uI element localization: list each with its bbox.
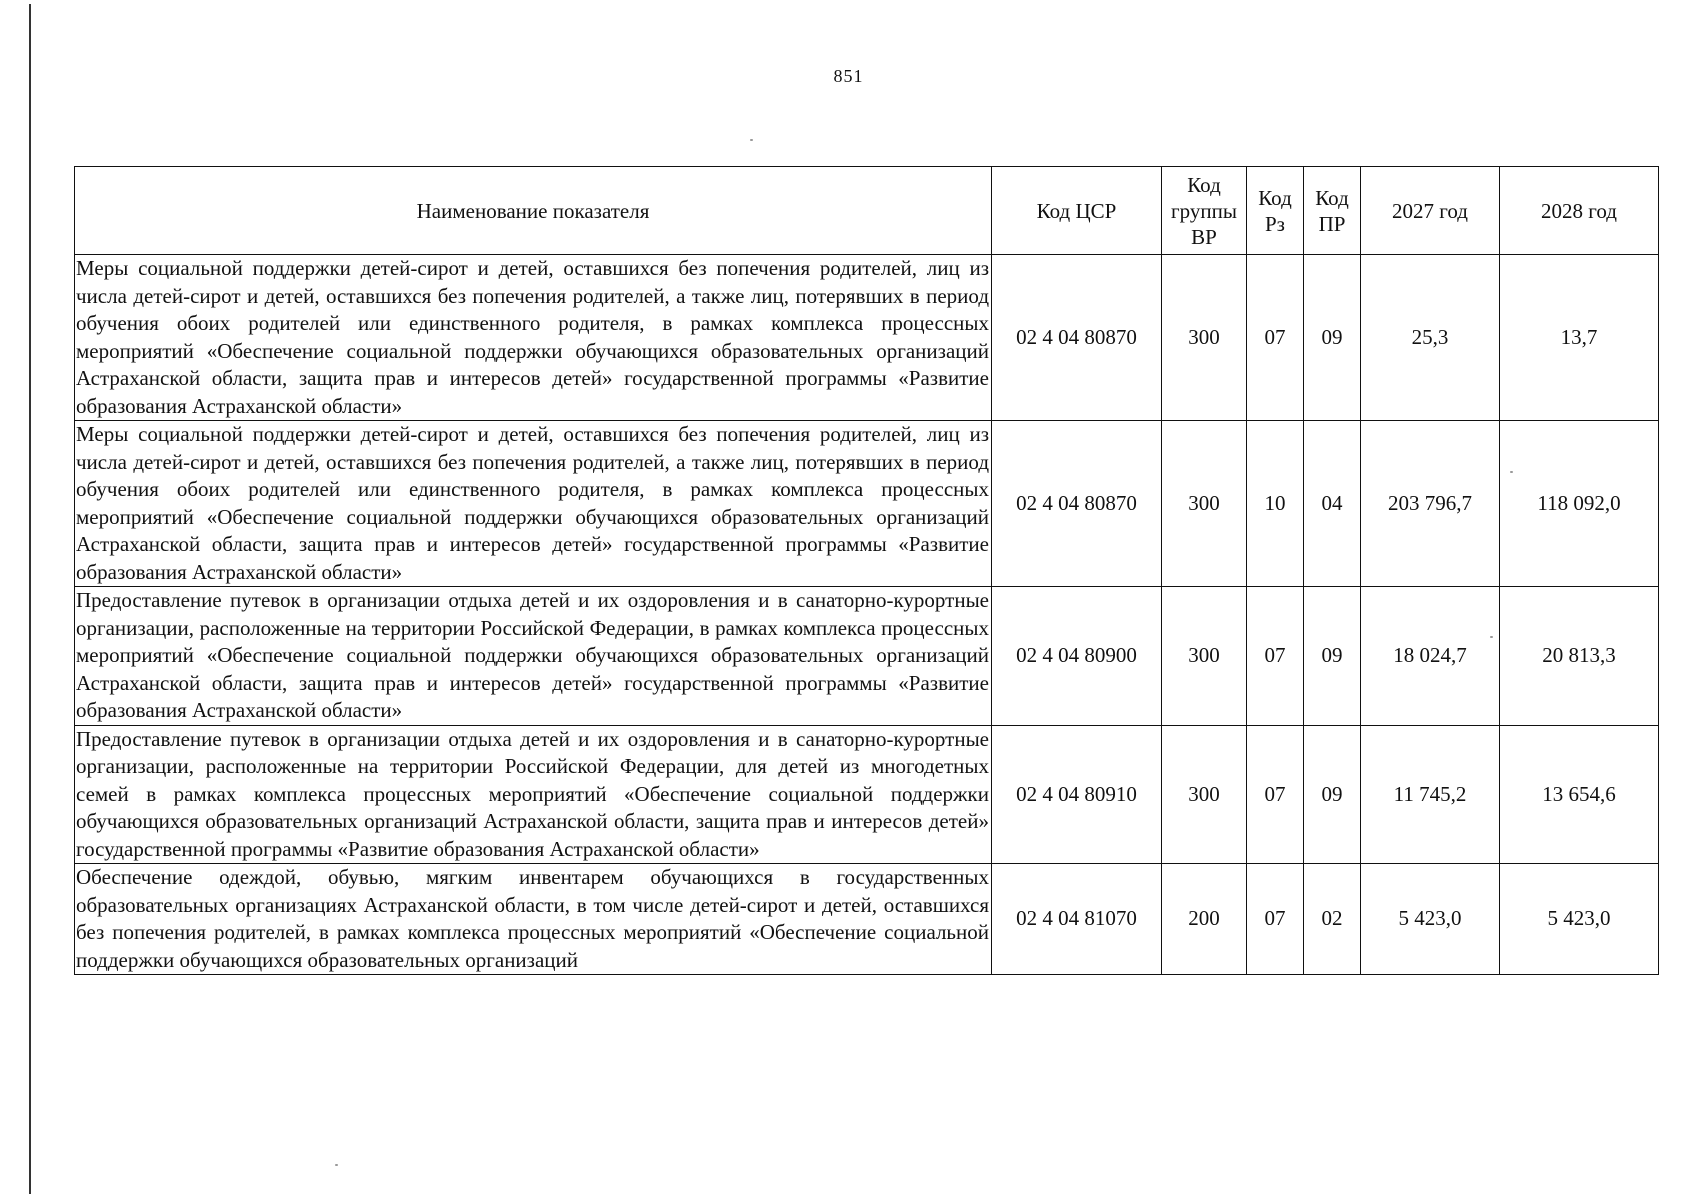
value-2028: 13 654,6 — [1500, 725, 1659, 864]
value-2028: 13,7 — [1500, 255, 1659, 421]
rz-code: 07 — [1247, 725, 1304, 864]
table-row — [75, 725, 1659, 864]
indicator-name: Меры социальной поддержки детей-сирот и детей, оставшихся без попечения родителей, лиц из числа детей-сирот и детей, оставшихся без попечения родителей, а также лиц, потерявших в период обучения обоих родителей или единственного родителя, в рамках комплекса процессных мероприятий «Обеспечение социальной поддержки обучающихся образовательных организаций Астраханской области, защита прав и интересов детей» государственной программы «Развитие образования Астраханской области» — [75, 421, 992, 587]
table-row — [75, 255, 1659, 421]
table-header-row — [75, 167, 1659, 255]
vr-code: 300 — [1162, 725, 1247, 864]
csr-code: 02 4 04 81070 — [992, 864, 1162, 975]
value-2028: 5 423,0 — [1500, 864, 1659, 975]
csr-code: 02 4 04 80900 — [992, 587, 1162, 726]
pr-code: 09 — [1304, 725, 1361, 864]
rz-code: 10 — [1247, 421, 1304, 587]
value-2028: 118 092,0 — [1500, 421, 1659, 587]
table-row — [75, 421, 1659, 587]
header-year-2028: 2028 год — [1500, 167, 1659, 255]
header-name: Наименование показателя — [75, 167, 992, 255]
value-2027: 18 024,7 — [1361, 587, 1500, 726]
header-vr-code: Код группы ВР — [1162, 167, 1247, 255]
scan-speck — [335, 1164, 338, 1166]
indicator-name: Предоставление путевок в организации отдыха детей и их оздоровления и в санаторно-курортные организации, расположенные на территории Российской Федерации, для детей из многодетных семей в рамках комплекса процессных мероприятий «Обеспечение социальной поддержки обучающихся образовательных организаций Астраханской области, защита прав и интересов детей» государственной программы «Развитие образования Астраханской области» — [75, 725, 992, 864]
header-year-2027: 2027 год — [1361, 167, 1500, 255]
vr-code: 300 — [1162, 255, 1247, 421]
csr-code: 02 4 04 80870 — [992, 421, 1162, 587]
table-row — [75, 864, 1659, 975]
csr-code: 02 4 04 80910 — [992, 725, 1162, 864]
vr-code: 300 — [1162, 421, 1247, 587]
value-2027: 5 423,0 — [1361, 864, 1500, 975]
header-csr-code: Код ЦСР — [992, 167, 1162, 255]
rz-code: 07 — [1247, 864, 1304, 975]
indicator-name: Меры социальной поддержки детей-сирот и детей, оставшихся без попечения родителей, лиц из числа детей-сирот и детей, оставшихся без попечения родителей, а также лиц, потерявших в период обучения обоих родителей или единственного родителя, в рамках комплекса процессных мероприятий «Обеспечение социальной поддержки обучающихся образовательных организаций Астраханской области, защита прав и интересов детей» государственной программы «Развитие образования Астраханской области» — [75, 255, 992, 421]
rz-code: 07 — [1247, 587, 1304, 726]
value-2027: 203 796,7 — [1361, 421, 1500, 587]
scan-speck — [750, 139, 753, 141]
value-2028: 20 813,3 — [1500, 587, 1659, 726]
pr-code: 09 — [1304, 255, 1361, 421]
pr-code: 02 — [1304, 864, 1361, 975]
value-2027: 11 745,2 — [1361, 725, 1500, 864]
csr-code: 02 4 04 80870 — [992, 255, 1162, 421]
indicator-name: Предоставление путевок в организации отдыха детей и их оздоровления и в санаторно-курортные организации, расположенные на территории Российской Федерации, в рамках комплекса процессных мероприятий «Обеспечение социальной поддержки обучающихся образовательных организаций Астраханской области, защита прав и интересов детей» государственной программы «Развитие образования Астраханской области» — [75, 587, 992, 726]
indicator-name: Обеспечение одеждой, обувью, мягким инвентарем обучающихся в государственных образовательных организациях Астраханской области, в том числе детей-сирот и детей, оставшихся без попечения родителей, в рамках комплекса процессных мероприятий «Обеспечение социальной поддержки обучающихся образовательных организаций — [75, 864, 992, 975]
pr-code: 09 — [1304, 587, 1361, 726]
pr-code: 04 — [1304, 421, 1361, 587]
table-row — [75, 587, 1659, 726]
rz-code: 07 — [1247, 255, 1304, 421]
left-margin-line — [29, 4, 31, 1194]
vr-code: 300 — [1162, 587, 1247, 726]
header-pr-code: Код ПР — [1304, 167, 1361, 255]
page-number: 851 — [833, 66, 864, 86]
vr-code: 200 — [1162, 864, 1247, 975]
header-rz-code: Код Рз — [1247, 167, 1304, 255]
budget-table — [74, 166, 1659, 975]
value-2027: 25,3 — [1361, 255, 1500, 421]
